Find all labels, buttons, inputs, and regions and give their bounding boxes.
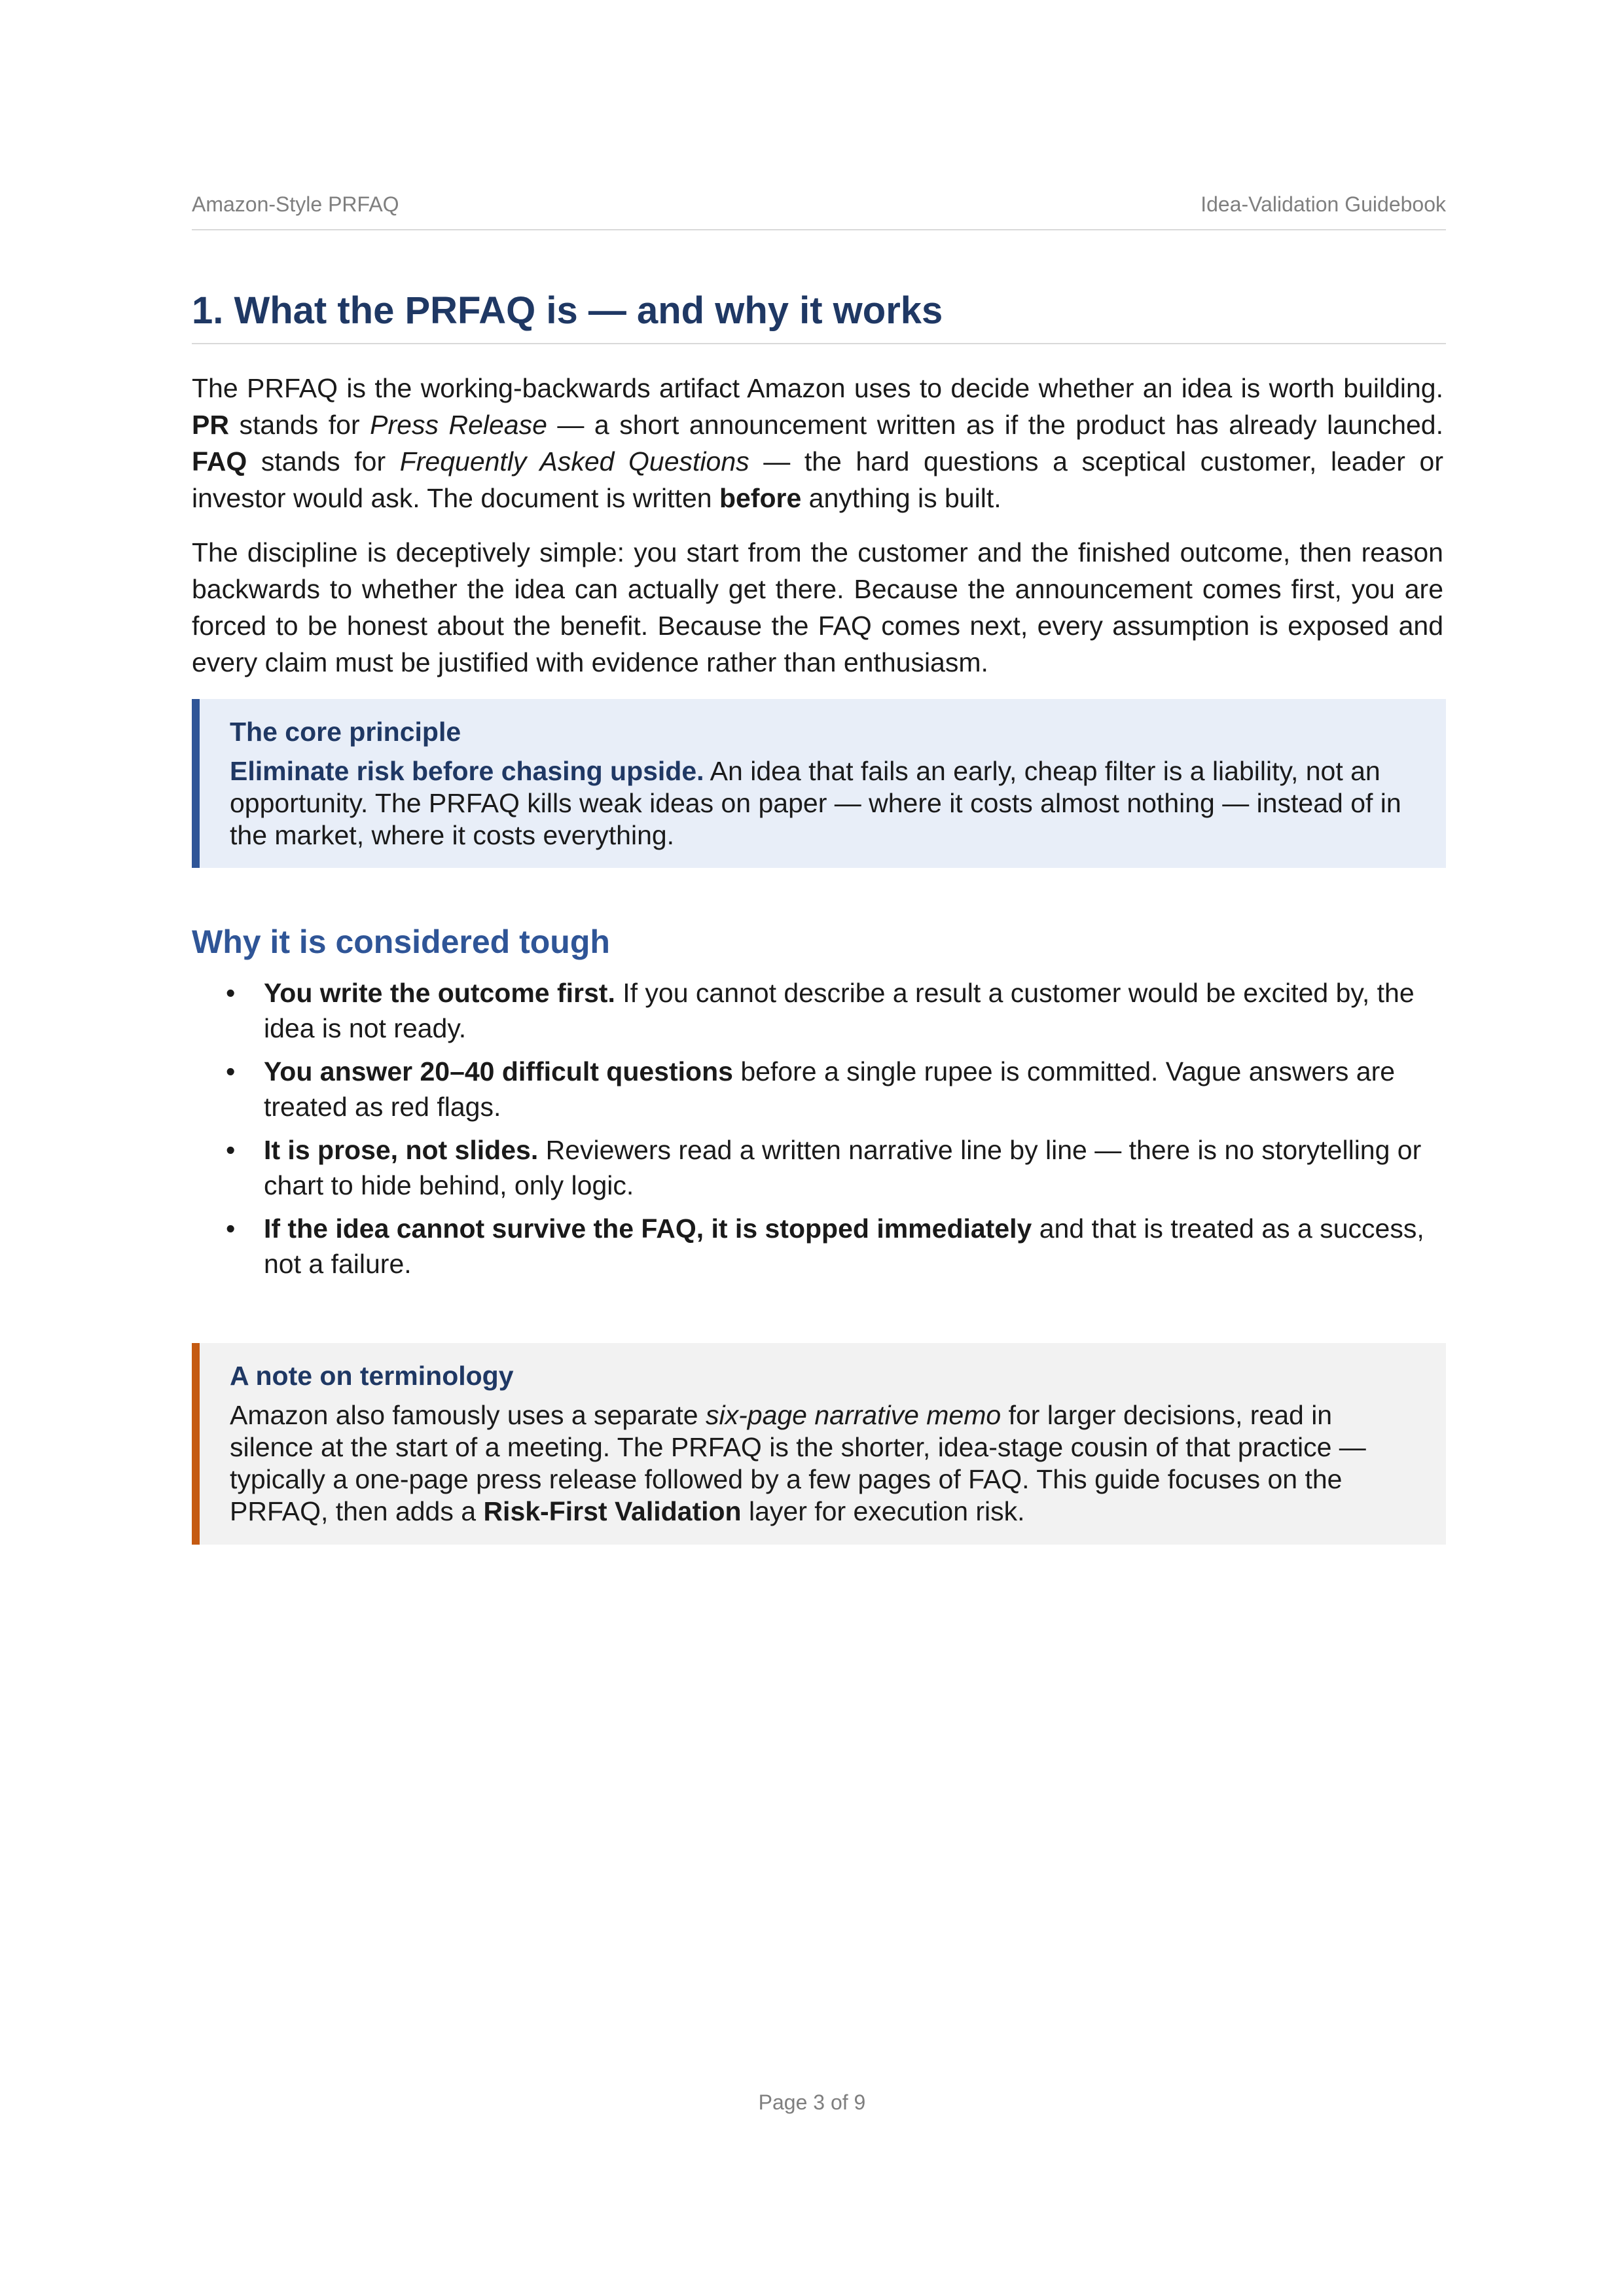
terminology-callout — [192, 1343, 1446, 1545]
list-item-lead: If the idea cannot survive the FAQ, it is stopped immediately — [264, 1213, 1032, 1244]
list-item-text: Reviewers read a written narrative line by line — there is no storytelling or chart to hide behind, only logic. — [264, 1135, 1422, 1200]
core-principle-callout — [192, 699, 1446, 868]
intro-text: stands for — [228, 410, 370, 440]
intro-text: stands for — [247, 446, 400, 476]
callout-body — [230, 1399, 1420, 1528]
intro-text: — a short announcement written as if the product has already launched. — [547, 410, 1443, 440]
intro-text: anything is built. — [801, 483, 1001, 513]
tough-bullet-list — [192, 975, 1443, 1289]
callout-title: A note on terminology — [230, 1361, 514, 1391]
callout-body — [230, 755, 1420, 852]
list-item-text: and that is treated as a success, not a failure. — [264, 1213, 1424, 1279]
header-doc-title: Amazon-Style PRFAQ — [192, 192, 399, 216]
list-item-lead: You answer 20–40 difficult questions — [264, 1056, 733, 1086]
callout-title: The core principle — [230, 717, 461, 747]
list-item-text: before a single rupee is committed. Vague answers are treated as red flags. — [264, 1056, 1396, 1122]
list-item — [192, 1211, 1443, 1282]
bullet-icon: • — [226, 978, 236, 1008]
bullet-icon: • — [226, 1213, 236, 1244]
list-item — [192, 1054, 1443, 1124]
header-book-title: Idea-Validation Guidebook — [1200, 192, 1446, 216]
subsection-title: Why it is considered tough — [192, 924, 610, 960]
callout-emphasis: Risk-First Validation — [483, 1496, 742, 1526]
list-item-text: If you cannot describe a result a customer would be excited by, the idea is not ready. — [264, 978, 1415, 1043]
callout-text: An idea that fails an early, cheap filter is a liability, not an opportunity. The PRFAQ kills weak ideas on paper — where it costs almost nothing — instead of in the market, where it costs everything. — [230, 756, 1401, 850]
memo-term: six-page narrative memo — [706, 1400, 1001, 1430]
callout-text: layer for execution risk. — [741, 1496, 1025, 1526]
before-emphasis: before — [719, 483, 802, 513]
faq-full-term: Frequently Asked Questions — [399, 446, 749, 476]
bullet-icon: • — [226, 1056, 236, 1086]
list-item — [192, 975, 1443, 1046]
intro-text: — the hard questions a sceptical customer, leader or investor would ask. The document is written — [192, 446, 1443, 513]
callout-text: for larger decisions, read in silence at the start of a meeting. The PRFAQ is the shorter, idea-stage cousin of that practice — typically a one-page press release followed by a few pages of FAQ. This guide focuses on the PRFAQ, then adds a — [230, 1400, 1366, 1526]
running-header — [192, 190, 1446, 230]
intro-paragraph — [192, 370, 1443, 516]
page-number: Page 3 of 9 — [758, 2090, 866, 2114]
callout-text: Amazon also famously uses a separate — [230, 1400, 706, 1430]
discipline-paragraph: The discipline is deceptively simple: you start from the customer and the finished outcome, then reason backwards to whether the idea can actually get there. Because the announcement comes first, you are forced to be honest about the benefit. Because the FAQ comes next, every assumption is exposed and every claim must be justified with evidence rather than enthusiasm. — [192, 537, 1443, 677]
callout-emphasis: Eliminate risk before chasing upside. — [230, 756, 704, 786]
list-item-lead: It is prose, not slides. — [264, 1135, 539, 1165]
list-item — [192, 1132, 1443, 1203]
intro-text: The PRFAQ is the working-backwards artifact Amazon uses to decide whether an idea is worth building. — [192, 373, 1443, 403]
list-item-lead: You write the outcome first. — [264, 978, 615, 1008]
faq-term: FAQ — [192, 446, 247, 476]
press-release-term: Press Release — [370, 410, 547, 440]
section-title: 1. What the PRFAQ is — and why it works — [192, 288, 1446, 344]
pr-term: PR — [192, 410, 229, 440]
bullet-icon: • — [226, 1135, 236, 1165]
